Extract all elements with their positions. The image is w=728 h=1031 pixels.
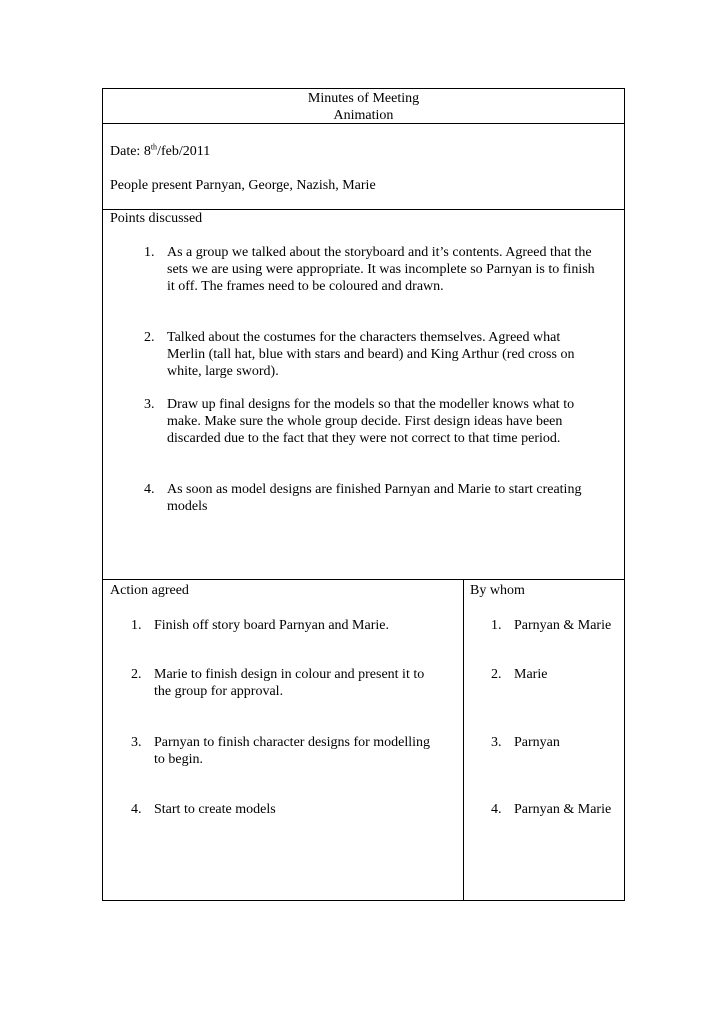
- action-text: [154, 666, 424, 700]
- people-present: People present Parnyan, George, Nazish, Marie: [110, 178, 376, 193]
- actions-cell: [103, 580, 624, 900]
- action-heading: Action agreed: [110, 583, 189, 598]
- who-number: 2.: [491, 667, 502, 682]
- item-number: 3.: [131, 735, 142, 750]
- text-line: Talked about the costumes for the characters themselves. Agreed what: [167, 330, 561, 345]
- date-ordinal: th: [150, 142, 158, 152]
- points-heading: Points discussed: [110, 211, 203, 226]
- item-text: [167, 481, 581, 515]
- title-cell: [103, 89, 624, 124]
- meeting-date: [110, 143, 210, 160]
- who-number: 1.: [491, 618, 502, 633]
- item-text: [167, 244, 595, 295]
- item-number: 1.: [131, 618, 142, 633]
- meeting-info-cell: [103, 124, 624, 210]
- column-divider: [463, 580, 464, 900]
- text-line: the group for approval.: [154, 684, 284, 699]
- text-line: As a group we talked about the storyboard and it’s contents. Agreed that the: [167, 245, 592, 260]
- text-line: Merlin (tall hat, blue with stars and beard) and King Arthur (red cross on: [167, 347, 575, 362]
- text-line: models: [167, 499, 208, 514]
- text-line: Draw up final designs for the models so that the modeller knows what to: [167, 397, 575, 412]
- item-number: 2.: [144, 330, 155, 345]
- item-number: 4.: [131, 802, 142, 817]
- item-number: 1.: [144, 245, 155, 260]
- document-title: Minutes of Meeting: [307, 91, 420, 106]
- text-line: it off. The frames need to be coloured and drawn.: [167, 279, 444, 294]
- item-number: 2.: [131, 667, 142, 682]
- who-name: Parnyan & Marie: [514, 618, 612, 633]
- text-line: discarded due to the fact that they were not correct to that time period.: [167, 431, 561, 446]
- document-subtitle: Animation: [333, 108, 394, 123]
- text-line: Finish off story board Parnyan and Marie.: [154, 618, 389, 633]
- action-text: [154, 617, 389, 634]
- text-line: Marie to finish design in colour and present it to: [154, 667, 425, 682]
- text-line: white, large sword).: [167, 364, 279, 379]
- text-line: to begin.: [154, 752, 203, 767]
- text-line: make. Make sure the whole group decide. First design ideas have been: [167, 414, 563, 429]
- date-prefix: Date: 8: [110, 144, 151, 159]
- who-name: Marie: [514, 667, 548, 682]
- date-suffix: /feb/2011: [157, 144, 211, 159]
- action-text: [154, 734, 430, 768]
- text-line: Start to create models: [154, 802, 276, 817]
- minutes-table: [102, 88, 625, 901]
- points-discussed-cell: [103, 210, 624, 580]
- item-number: 3.: [144, 397, 155, 412]
- who-name: Parnyan: [514, 735, 560, 750]
- who-name: Parnyan & Marie: [514, 802, 612, 817]
- by-whom-heading: By whom: [470, 583, 525, 598]
- item-text: [167, 396, 574, 447]
- action-text: [154, 801, 276, 818]
- text-line: sets we are using were appropriate. It was incomplete so Parnyan is to finish: [167, 262, 595, 277]
- text-line: Parnyan to finish character designs for modelling: [154, 735, 431, 750]
- item-number: 4.: [144, 482, 155, 497]
- who-number: 4.: [491, 802, 502, 817]
- item-text: [167, 329, 574, 380]
- text-line: As soon as model designs are finished Parnyan and Marie to start creating: [167, 482, 582, 497]
- who-number: 3.: [491, 735, 502, 750]
